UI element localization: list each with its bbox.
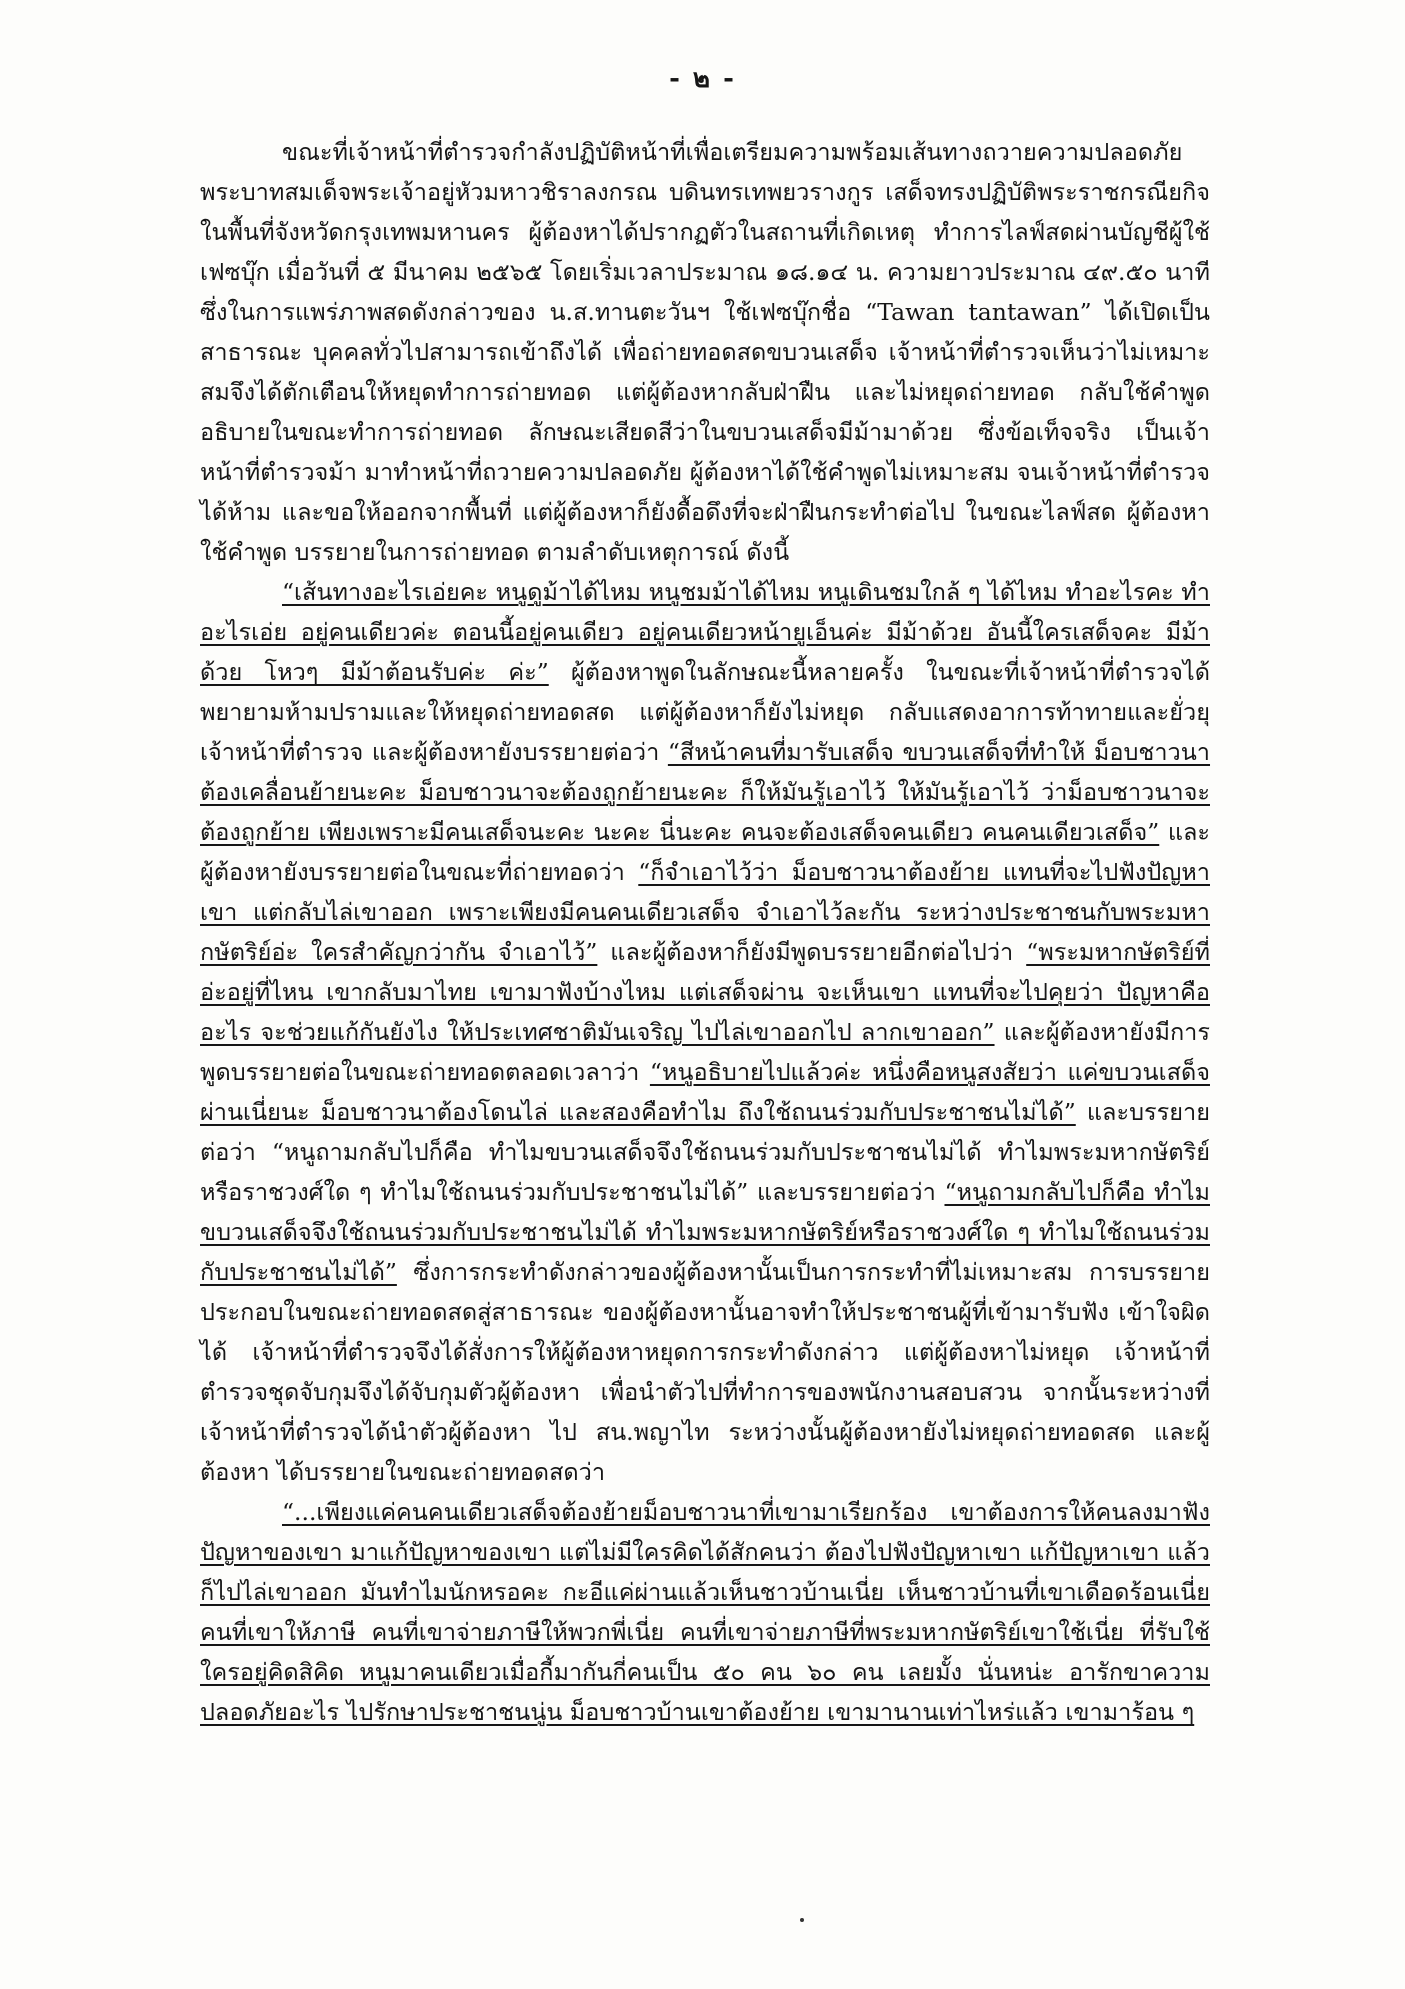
quote-7: “...เพียงแค่คนคนเดียวเสด็จต้องย้ายม็อบชาวนาที่เขามาเรียกร้อง เขาต้องการให้คนลงมาฟังปัญหาของเขา มาแก้ปัญหาของเขา แต่ไม่มีใครคิดได้สักคนว่า ต้องไปฟังปัญหาเขา แก้ปัญหาเขา แล้วก็ไปไล่เขาออก มันทำไมนักหรอคะ กะอีแค่ผ่านแล้วเห็นชาวบ้านเนี่ย เห็นชาวบ้านที่เขาเดือดร้อนเนี่ย คนที่เขาให้ภาษี คนที่เขาจ่ายภาษีให้พวกพี่เนี่ย คนที่เขาจ่ายภาษีที่พระมหากษัตริย์เขาใช้เนี่ย ที่รับใช้ใครอยู่คิดสิคิด หนูมาคนเดียวเมื่อกี้มากันกี่คนเป็น ๕๐ คน ๖๐ คน เลยมั้ง นั่นหน่ะ อารักขาความปลอดภัยอะไร ไปรักษาประชาชนนู่น ม็อบชาวบ้านเขาต้องย้าย เขามานานเท่าไหร่แล้ว เขามาร้อน ๆ	[200, 1498, 1210, 1726]
narration-5: และบรรยายต่อว่า “หนูถามกลับไปก็คือ ทำไมขบวนเสด็จจึงใช้ถนนร่วมกับประชาชนไม่ได้ ทำไมพระมหากษัตริย์หรือราชวงศ์ใด ๆ ทำไมใช้ถนนร่วมกับประชาชนไม่ได้” และบรรยายต่อว่า	[200, 1098, 1210, 1206]
paragraph-1-text: ขณะที่เจ้าหน้าที่ตำรวจกำลังปฏิบัติหน้าที่เพื่อเตรียมความพร้อมเส้นทางถวายความปลอดภัย พระบาทสมเด็จพระเจ้าอยู่หัวมหาวชิราลงกรณ บดินทรเทพยวรางกูร เสด็จทรงปฏิบัติพระราชกรณียกิจในพื้นที่จังหวัดกรุงเทพมหานคร ผู้ต้องหาได้ปรากฏตัวในสถานที่เกิดเหตุ ทำการไลฟ์สดผ่านบัญชีผู้ใช้เฟซบุ๊ก เมื่อวันที่ ๕ มีนาคม ๒๕๖๕ โดยเริ่มเวลาประมาณ ๑๘.๑๔ น. ความยาวประมาณ ๔๙.๕๐ นาที ซึ่งในการแพร่ภาพสดดังกล่าวของ น.ส.ทานตะวันฯ ใช้เฟซบุ๊กชื่อ “Tawan tantawan” ได้เปิดเป็นสาธารณะ บุคคลทั่วไปสามารถเข้าถึงได้ เพื่อถ่ายทอดสดขบวนเสด็จ เจ้าหน้าที่ตำรวจเห็นว่าไม่เหมาะสมจึงได้ตักเตือนให้หยุดทำการถ่ายทอด แต่ผู้ต้องหากลับฝ่าฝืน และไม่หยุดถ่ายทอด กลับใช้คำพูดอธิบายในขณะทำการถ่ายทอด ลักษณะเสียดสีว่าในขบวนเสด็จมีม้ามาด้วย ซึ่งข้อเท็จจริง เป็นเจ้าหน้าที่ตำรวจม้า มาทำหน้าที่ถวายความปลอดภัย ผู้ต้องหาได้ใช้คำพูดไม่เหมาะสม จนเจ้าหน้าที่ตำรวจได้ห้าม และขอให้ออกจากพื้นที่ แต่ผู้ต้องหาก็ยังดื้อดึงที่จะฝ่าฝืนกระทำต่อไป ในขณะไลฟ์สด ผู้ต้องหาใช้คำพูด บรรยายในการถ่ายทอด ตามลำดับเหตุการณ์ ดังนี้	[200, 138, 1210, 566]
quote-3: “ก็จำเอาไว้ว่า ม็อบชาวนาต้องย้าย แทนที่จะไปฟังปัญหาเขา แต่กลับไล่เขาออก เพราะเพียงมีคนคนเดียวเสด็จ จำเอาไว้ละกัน ระหว่างประชาชนกับพระมหากษัตริย์อ่ะ ใครสำคัญกว่ากัน จำเอาไว้”	[200, 858, 1210, 966]
quote-4: “พระมหากษัตริย์ที่อ่ะอยู่ที่ไหน เขากลับมาไทย เขามาฟังบ้างไหม แต่เสด็จผ่าน จะเห็นเขา แทนที่จะไปคุยว่า ปัญหาคืออะไร จะช่วยแก้กันยังไง ให้ประเทศชาติมันเจริญ ไปไล่เขาออกไป ลากเขาออก”	[200, 938, 1210, 1046]
quote-2: “สีหน้าคนที่มารับเสด็จ ขบวนเสด็จที่ทำให้ ม็อบชาวนา ต้องเคลื่อนย้ายนะคะ ม็อบชาวนาจะต้องถูกย้ายนะคะ ก็ให้มันรู้เอาไว้ ให้มันรู้เอาไว้ ว่าม็อบชาวนาจะต้องถูกย้าย เพียงเพราะมีคนเสด็จนะคะ นะคะ นี่นะคะ คนจะต้องเสด็จคนเดียว คนคนเดียวเสด็จ”	[200, 738, 1211, 846]
paragraph-1	[200, 132, 1210, 572]
quote-5: “หนูอธิบายไปแล้วค่ะ หนึ่งคือหนูสงสัยว่า แค่ขบวนเสด็จผ่านเนี่ยนะ ม็อบชาวนาต้องโดนไล่ และสองคือทำไม ถึงใช้ถนนร่วมกับประชาชนไม่ได้”	[200, 1058, 1210, 1126]
narration-2: และผู้ต้องหายังบรรยายต่อในขณะที่ถ่ายทอดว่า	[200, 818, 1211, 886]
quote-1: “เส้นทางอะไรเอ่ยคะ หนูดูม้าได้ไหม หนูชมม้าได้ไหม หนูเดินชมใกล้ ๆ ได้ไหม ทำอะไรคะ ทำอะไรเอ่ย อยู่คนเดียวค่ะ ตอนนี้อยู่คนเดียว อยู่คนเดียวหน้ายูเอ็นค่ะ มีม้าด้วย อันนี้ใครเสด็จคะ มีม้าด้วย โหวๆ มีม้าต้อนรับค่ะ ค่ะ”	[200, 578, 1210, 686]
narration-6: ซึ่งการกระทำดังกล่าวของผู้ต้องหานั้นเป็นการกระทำที่ไม่เหมาะสม การบรรยายประกอบในขณะถ่ายทอดสดสู่สาธารณะ ของผู้ต้องหานั้นอาจทำให้ประชาชนผู้ที่เข้ามารับฟัง เข้าใจผิดได้ เจ้าหน้าที่ตำรวจจึงได้สั่งการให้ผู้ต้องหาหยุดการกระทำดังกล่าว แต่ผู้ต้องหาไม่หยุด เจ้าหน้าที่ตำรวจชุดจับกุมจึงได้จับกุมตัวผู้ต้องหา เพื่อนำตัวไปที่ทำการของพนักงานสอบสวน จากนั้นระหว่างที่เจ้าหน้าที่ตำรวจได้นำตัวผู้ต้องหา ไป สน.พญาไท ระหว่างนั้นผู้ต้องหายังไม่หยุดถ่ายทอดสด และผู้ต้องหา ได้บรรยายในขณะถ่ายทอดสดว่า	[200, 1258, 1210, 1486]
document-body	[200, 132, 1210, 1732]
paragraph-2	[200, 572, 1210, 1492]
narration-4: และผู้ต้องหายังมีการพูดบรรยายต่อในขณะถ่ายทอดตลอดเวลาว่า	[200, 1018, 1210, 1086]
scan-speck	[800, 1918, 804, 1922]
paragraph-3	[200, 1492, 1210, 1732]
narration-1: ผู้ต้องหาพูดในลักษณะนี้หลายครั้ง ในขณะที่เจ้าหน้าที่ตำรวจได้พยายามห้ามปรามและให้หยุดถ่ายทอดสด แต่ผู้ต้องหาก็ยังไม่หยุด กลับแสดงอาการท้าทายและยั่วยุเจ้าหน้าที่ตำรวจ และผู้ต้องหายังบรรยายต่อว่า	[200, 658, 1211, 766]
page-number: - ๒ -	[669, 64, 736, 94]
quote-6: “หนูถามกลับไปก็คือ ทำไมขบวนเสด็จจึงใช้ถนนร่วมกับประชาชนไม่ได้ ทำไมพระมหากษัตริย์หรือราชวงศ์ใด ๆ ทำไมใช้ถนนร่วมกับประชาชนไม่ได้”	[200, 1178, 1210, 1286]
narration-3: และผู้ต้องหาก็ยังมีพูดบรรยายอีกต่อไปว่า	[597, 938, 1027, 966]
